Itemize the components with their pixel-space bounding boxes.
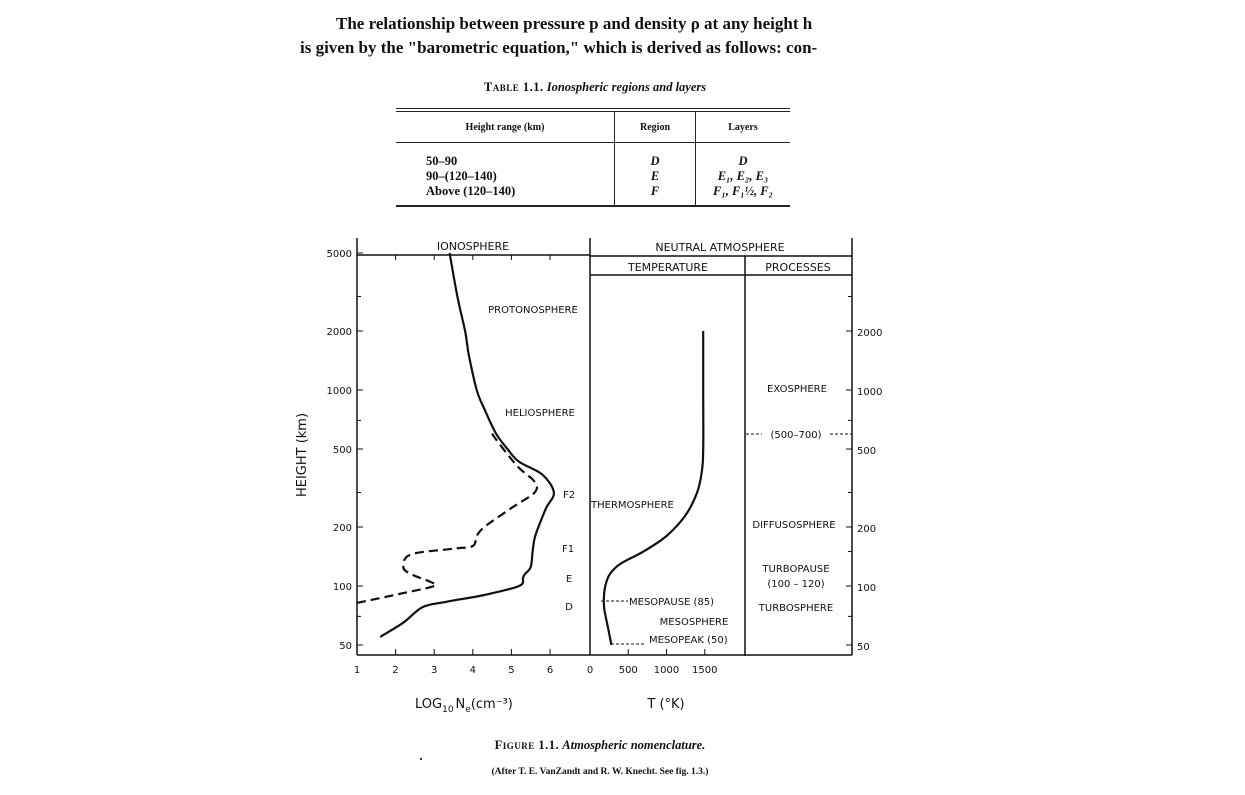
header-height-range: Height range (km) (396, 110, 615, 143)
panel-subtitle-temperature: TEMPERATURE (628, 261, 708, 274)
x-axis-label-ionosphere: $LOG_{10}$ $N_e(cm^{-3})$ (415, 697, 513, 715)
y-tick-label-left: 50 (339, 641, 352, 652)
annotation-turbosphere: TURBOSPHERE (758, 603, 834, 614)
y-tick-label-right: 1000 (857, 386, 883, 398)
x-tick-label-ionosphere: 1 (353, 665, 361, 676)
annotation-turbopause: TURBOPAUSE (762, 564, 830, 575)
paragraph-line-2: is given by the "barometric equation," which is derived as follows: con- (300, 38, 818, 57)
table-cell-layers: E₁, E₂, E₃ (717, 169, 769, 183)
y-tick-label-right: 500 (857, 446, 877, 457)
x-tick-label-temperature: 0 (586, 665, 594, 676)
annotation-mesopeak: MESOPEAK (50) (649, 635, 728, 646)
table-cell-layers: D (738, 154, 748, 168)
x-tick-label-ionosphere: 3 (431, 665, 438, 676)
x-tick-label-ionosphere: 5 (508, 665, 515, 676)
annotation-d: D (565, 602, 573, 613)
table-caption-title: Ionospheric regions and layers (546, 80, 707, 94)
table-cell-region: E (650, 169, 660, 183)
y-tick-label-right: 200 (857, 523, 877, 535)
table-caption-label: Table 1.1. (483, 80, 544, 94)
panel-title-ionosphere: IONOSPHERE (436, 240, 510, 253)
y-axis-label: HEIGHT (km) (295, 412, 310, 498)
table-cell-region: F (650, 184, 660, 198)
x-axis-label-temperature: T (°K) (647, 697, 685, 712)
table-cell-height: 50–90 (426, 154, 458, 168)
annotation-mesopause: MESOPAUSE (85) (629, 597, 715, 608)
annotation-thermosphere: THERMOSPHERE (591, 500, 674, 511)
annotation-mesosphere: MESOSPHERE (659, 617, 729, 628)
stray-mark (420, 758, 422, 760)
y-tick-label-left: 1000 (326, 385, 352, 397)
y-tick-label-left: 200 (332, 522, 352, 534)
x-tick-label-temperature: 500 (618, 665, 638, 676)
figure-caption (420, 738, 780, 753)
header-layers: Layers (728, 121, 758, 133)
annotation-e: E (565, 574, 573, 585)
table-cell-layers: F₁, F₁½, F₂ (713, 184, 773, 198)
annotation-exobase-range: (500–700) (770, 430, 822, 441)
y-tick-label-left: 5000 (326, 249, 352, 260)
annotation-f2: F2 (562, 490, 576, 501)
panel-title-processes: PROCESSES (765, 261, 831, 274)
y-tick-label-right: 100 (857, 582, 877, 594)
x-tick-label-ionosphere: 2 (392, 665, 399, 676)
table-cell-region: D (650, 154, 660, 168)
y-tick-label-right: 2000 (857, 327, 883, 339)
series-line-ne-night (357, 434, 537, 603)
x-tick-label-temperature: 1500 (692, 665, 718, 676)
x-tick-label-temperature: 1000 (653, 665, 680, 676)
annotation-turbopause-range: (100 – 120) (767, 579, 825, 590)
annotation-heliosphere: HELIOSPHERE (505, 408, 575, 419)
figure-caption-label: Figure 1.1. (494, 738, 560, 752)
y-tick-label-right: 50 (857, 642, 870, 653)
annotation-exosphere: EXOSPHERE (767, 384, 827, 395)
panel-title-neutral-atmosphere: NEUTRAL ATMOSPHERE (655, 241, 785, 254)
x-tick-label-ionosphere: 6 (546, 665, 554, 676)
y-tick-label-left: 2000 (326, 326, 352, 338)
y-tick-label-left: 100 (332, 581, 352, 593)
paragraph-line-1: The relationship between pressure p and density ρ at any height h (336, 14, 813, 33)
table-cell-height: 90–(120–140) (426, 169, 497, 183)
header-region: Region (615, 110, 696, 143)
annotation-diffusosphere: DIFFUSOSPHERE (752, 520, 836, 531)
figure-credit: (After T. E. VanZandt and R. W. Knecht. See fig. 1.3.) (491, 767, 709, 777)
y-tick-label-left: 500 (332, 445, 352, 456)
figure-caption-title: Atmospheric nomenclature. (562, 738, 706, 752)
annotation-protonosphere: PROTONOSPHERE (488, 305, 578, 316)
table-cell-height: Above (120–140) (426, 184, 516, 198)
annotation-f1: F1 (561, 544, 575, 555)
x-tick-label-ionosphere: 4 (469, 665, 476, 676)
